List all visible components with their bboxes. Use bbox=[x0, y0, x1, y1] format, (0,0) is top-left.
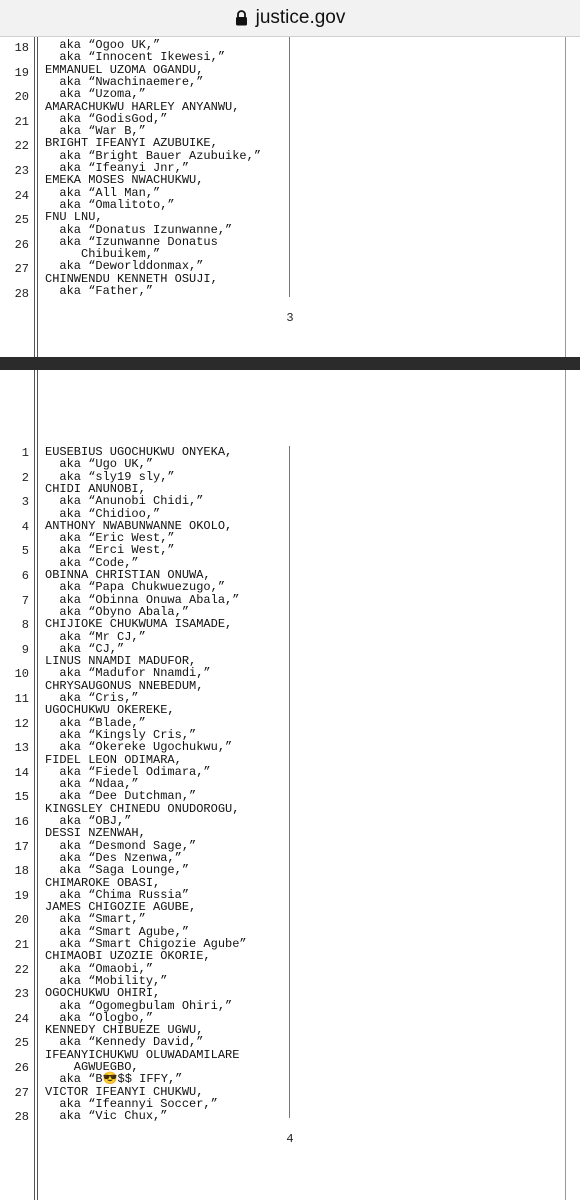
text-line: aka “Fiedel Odimara,” bbox=[45, 764, 211, 779]
page-number: 4 bbox=[286, 1132, 294, 1146]
line-number: 22 bbox=[14, 962, 29, 977]
text-line: aka “All Man,” bbox=[45, 185, 161, 200]
caption-divider bbox=[289, 37, 290, 297]
text-line: CHINWENDU KENNETH OSUJI, bbox=[45, 271, 218, 286]
text-line: aka “Omaobi,” bbox=[45, 961, 154, 976]
line-number: 13 bbox=[14, 741, 29, 756]
line-number: 27 bbox=[14, 262, 29, 277]
line-number: 23 bbox=[14, 987, 29, 1002]
caption-divider bbox=[289, 446, 290, 1118]
text-line: aka “CJ,” bbox=[45, 641, 125, 656]
text-line: DESSI NZENWAH, bbox=[45, 826, 146, 841]
text-line: BRIGHT IFEANYI AZUBUIKE, bbox=[45, 136, 218, 151]
text-line: aka “Deworlddonmax,” bbox=[45, 259, 204, 274]
page-number: 3 bbox=[286, 311, 294, 325]
line-number: 23 bbox=[14, 164, 29, 178]
text-line: aka “Des Nzenwa,” bbox=[45, 850, 182, 865]
text-line: aka “Okereke Ugochukwu,” bbox=[45, 740, 233, 755]
text-line: OBINNA CHRISTIAN ONUWA, bbox=[45, 568, 211, 582]
text-line: aka “Mobility,” bbox=[45, 973, 168, 988]
text-line: aka “Obyno Abala,” bbox=[45, 604, 190, 619]
text-line: LINUS NNAMDI MADUFOR, bbox=[45, 654, 197, 669]
text-line: OGOCHUKWU OHIRI, bbox=[45, 986, 161, 1001]
line-number: 28 bbox=[14, 287, 29, 301]
text-line: FNU LNU, bbox=[45, 210, 103, 225]
url-domain: justice.gov bbox=[255, 7, 346, 28]
text-line: aka “Saga Lounge,” bbox=[45, 863, 190, 878]
line-number: 3 bbox=[21, 495, 29, 510]
text-line: aka “Ndaa,” bbox=[45, 777, 139, 792]
margin-rule bbox=[37, 370, 38, 1200]
text-line: aka “Chidioo,” bbox=[45, 506, 161, 521]
text-line: EMMANUEL UZOMA OGANDU, bbox=[45, 62, 204, 77]
text-line: JAMES CHIGOZIE AGUBE, bbox=[45, 900, 197, 915]
text-line: FIDEL LEON ODIMARA, bbox=[45, 752, 182, 767]
text-line: CHIDI ANUNOBI, bbox=[45, 481, 146, 496]
text-line: aka “Chima Russia” bbox=[45, 887, 190, 902]
text-line: aka “Eric West,” bbox=[45, 531, 175, 546]
text-line: EUSEBIUS UGOCHUKWU ONYEKA, bbox=[45, 445, 233, 459]
text-line: CHIMAROKE OBASI, bbox=[45, 875, 161, 890]
line-number: 8 bbox=[21, 618, 29, 633]
text-line: Chibuikem,” bbox=[45, 247, 161, 262]
text-line: VICTOR IFEANYI CHUKWU, bbox=[45, 1084, 204, 1099]
text-line: aka “Uzoma,” bbox=[45, 87, 146, 102]
text-line: aka “Papa Chukwuezugo,” bbox=[45, 580, 226, 595]
line-number: 26 bbox=[14, 237, 29, 252]
browser-address-bar[interactable] bbox=[0, 0, 580, 37]
text-line: aka “Desmond Sage,” bbox=[45, 838, 197, 853]
text-line: aka “Code,” bbox=[45, 555, 139, 570]
text-line: aka “B😎$$ IFFY,” bbox=[45, 1072, 183, 1087]
text-line: aka “Erci West,” bbox=[45, 543, 175, 558]
text-line: aka “Dee Dutchman,” bbox=[45, 789, 197, 804]
line-number: 19 bbox=[14, 888, 29, 903]
line-number: 16 bbox=[14, 815, 29, 829]
lock-icon bbox=[235, 10, 248, 26]
text-line: IFEANYICHUKWU OLUWADAMILARE bbox=[45, 1047, 240, 1062]
line-number: 21 bbox=[14, 114, 29, 129]
margin-rule bbox=[34, 37, 35, 357]
line-number: 9 bbox=[21, 642, 29, 657]
line-number: 26 bbox=[14, 1061, 29, 1075]
line-number: 18 bbox=[14, 41, 29, 55]
text-line: aka “Bright Bauer Azubuike,” bbox=[45, 148, 262, 163]
line-number: 12 bbox=[14, 716, 29, 731]
text-line: aka “Ifeanyi Jnr,” bbox=[45, 161, 190, 175]
line-number: 20 bbox=[14, 90, 29, 105]
text-line: aka “Ugo UK,” bbox=[45, 457, 154, 472]
text-line: aka “Smart,” bbox=[45, 912, 146, 927]
text-line: aka “Innocent Ikewesi,” bbox=[45, 50, 226, 65]
line-number: 19 bbox=[14, 65, 29, 80]
text-line: aka “Ifeannyi Soccer,” bbox=[45, 1096, 218, 1111]
line-number: 14 bbox=[14, 765, 29, 780]
text-line: aka “Obinna Onuwa Abala,” bbox=[45, 592, 240, 607]
text-line: AGWUEGBO, bbox=[45, 1060, 139, 1074]
line-number: 27 bbox=[14, 1085, 29, 1100]
line-number: 21 bbox=[14, 938, 29, 952]
margin-rule bbox=[34, 370, 35, 1200]
line-number: 2 bbox=[21, 470, 29, 485]
text-line: aka “Mr CJ,” bbox=[45, 629, 146, 644]
text-line: aka “Ogoo UK,” bbox=[45, 38, 161, 52]
text-line: aka “Donatus Izunwanne,” bbox=[45, 222, 233, 237]
line-number: 11 bbox=[14, 692, 29, 706]
text-line: ANTHONY NWABUNWANNE OKOLO, bbox=[45, 518, 233, 533]
text-line: aka “Ogomegbulam Ohiri,” bbox=[45, 998, 233, 1013]
line-number: 15 bbox=[14, 790, 29, 805]
text-line: aka “Izunwanne Donatus bbox=[45, 234, 218, 249]
text-line: CHIMAOBI UZOZIE OKORIE, bbox=[45, 949, 211, 964]
line-number: 7 bbox=[21, 593, 29, 608]
text-line: aka “Kingsly Cris,” bbox=[45, 727, 197, 742]
text-line: EMEKA MOSES NWACHUKWU, bbox=[45, 173, 204, 188]
line-number: 1 bbox=[21, 446, 29, 460]
line-number: 17 bbox=[14, 839, 29, 854]
document-page-3 bbox=[0, 37, 580, 357]
text-line: aka “Vic Chux,” bbox=[45, 1109, 168, 1124]
text-line: aka “Anunobi Chidi,” bbox=[45, 494, 204, 509]
text-line: AMARACHUKWU HARLEY ANYANWU, bbox=[45, 99, 240, 114]
line-number: 22 bbox=[14, 139, 29, 154]
text-line: aka “Smart Agube,” bbox=[45, 924, 190, 939]
line-number: 28 bbox=[14, 1110, 29, 1125]
margin-rule bbox=[37, 37, 38, 357]
line-number: 24 bbox=[14, 188, 29, 203]
line-number: 10 bbox=[14, 667, 29, 682]
text-line: CHRYSAUGONUS NNEBEDUM, bbox=[45, 678, 204, 693]
line-number: 18 bbox=[14, 864, 29, 879]
line-number: 25 bbox=[14, 1036, 29, 1051]
line-number: 6 bbox=[21, 569, 29, 583]
text-line: aka “Father,” bbox=[45, 284, 154, 298]
text-line: aka “Smart Chigozie Agube” bbox=[45, 937, 247, 951]
text-line: KENNEDY CHIBUEZE UGWU, bbox=[45, 1023, 204, 1038]
text-line: aka “Blade,” bbox=[45, 715, 146, 730]
text-line: aka “Omalitoto,” bbox=[45, 197, 175, 212]
text-line: aka “Nwachinaemere,” bbox=[45, 74, 204, 89]
right-margin-rule bbox=[565, 37, 566, 357]
text-line: aka “GodisGod,” bbox=[45, 111, 168, 126]
text-line: CHIJIOKE CHUKWUMA ISAMADE, bbox=[45, 617, 233, 632]
text-line: aka “OBJ,” bbox=[45, 814, 132, 828]
text-line: aka “Kennedy David,” bbox=[45, 1035, 204, 1050]
line-number: 24 bbox=[14, 1011, 29, 1026]
text-line: aka “Madufor Nnamdi,” bbox=[45, 666, 211, 681]
line-number: 20 bbox=[14, 913, 29, 928]
line-number: 25 bbox=[14, 213, 29, 228]
line-number: 5 bbox=[21, 544, 29, 559]
text-line: aka “Ologbo,” bbox=[45, 1010, 154, 1025]
text-line: aka “Cris,” bbox=[45, 691, 139, 705]
document-page-4 bbox=[0, 370, 580, 1200]
text-line: aka “sly19 sly,” bbox=[45, 469, 175, 484]
right-margin-rule bbox=[565, 370, 566, 1200]
text-line: KINGSLEY CHINEDU ONUDOROGU, bbox=[45, 801, 240, 816]
text-line: aka “War B,” bbox=[45, 124, 146, 139]
line-number: 4 bbox=[21, 519, 29, 534]
text-line: UGOCHUKWU OKEREKE, bbox=[45, 703, 175, 718]
